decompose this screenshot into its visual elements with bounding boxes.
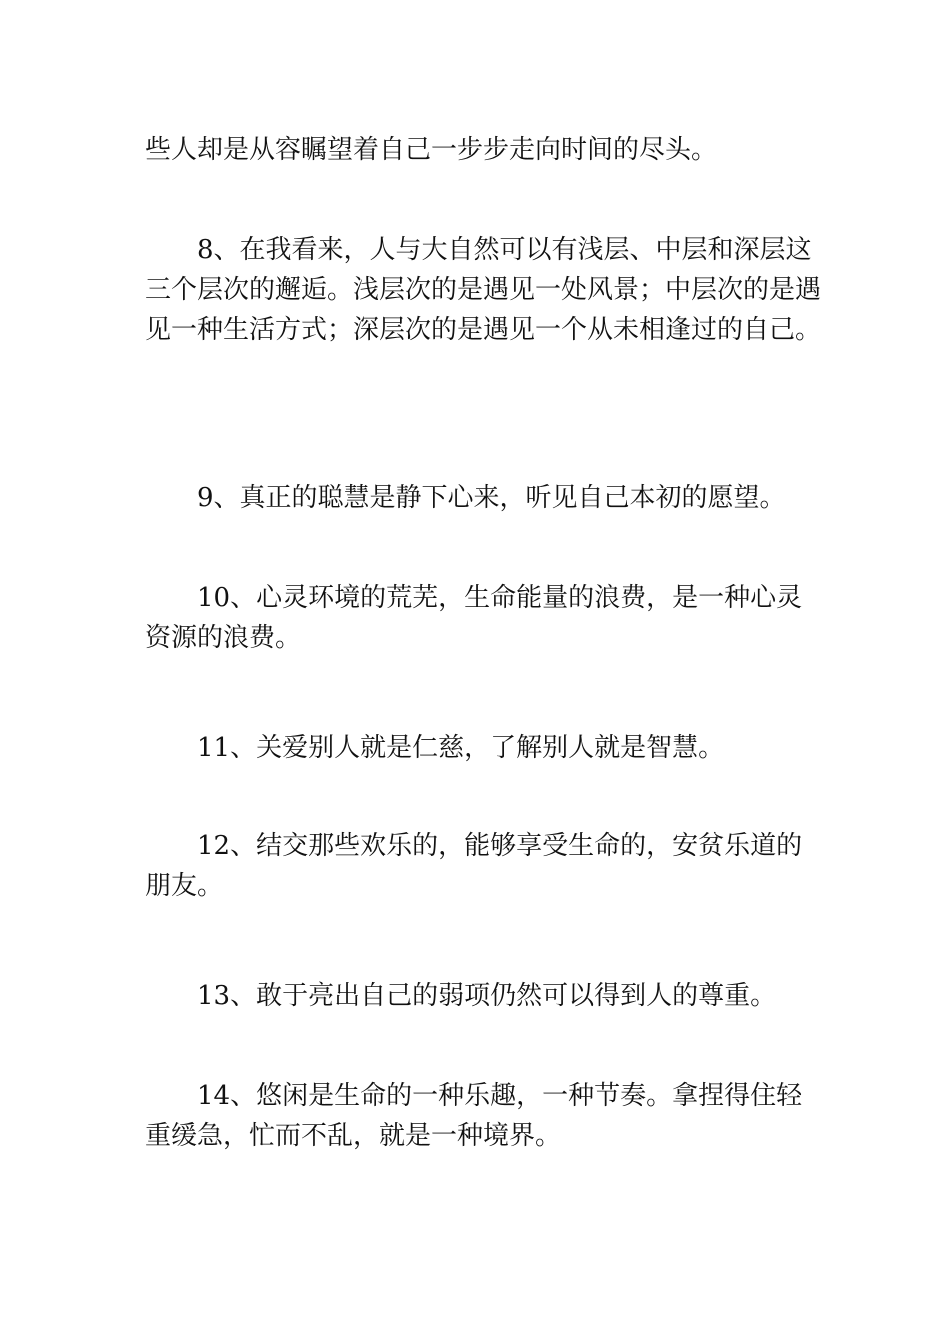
paragraph-item-8: 8、在我看来，人与大自然可以有浅层、中层和深层这三个层次的邂逅。浅层次的是遇见一处风景；中层次的是遇见一种生活方式；深层次的是遇见一个从未相逢过的自己。 xyxy=(145,235,822,345)
paragraph-item-14: 14、悠闲是生命的一种乐趣，一种节奏。拿捏得住轻重缓急，忙而不乱，就是一种境界。 xyxy=(145,1081,803,1151)
paragraph-item-12: 12、结交那些欢乐的，能够享受生命的，安贫乐道的朋友。 xyxy=(145,831,803,901)
paragraph-continuation: 些人却是从容瞩望着自己一步步走向时间的尽头。 xyxy=(145,135,718,165)
paragraph-item-9: 9、真正的聪慧是静下心来，听见自己本初的愿望。 xyxy=(197,483,786,513)
paragraph-item-11: 11、关爱别人就是仁慈，了解别人就是智慧。 xyxy=(197,733,725,763)
paragraph-item-13: 13、敢于亮出自己的弱项仍然可以得到人的尊重。 xyxy=(197,981,777,1011)
paragraph-item-10: 10、心灵环境的荒芜，生命能量的浪费，是一种心灵资源的浪费。 xyxy=(145,583,803,653)
